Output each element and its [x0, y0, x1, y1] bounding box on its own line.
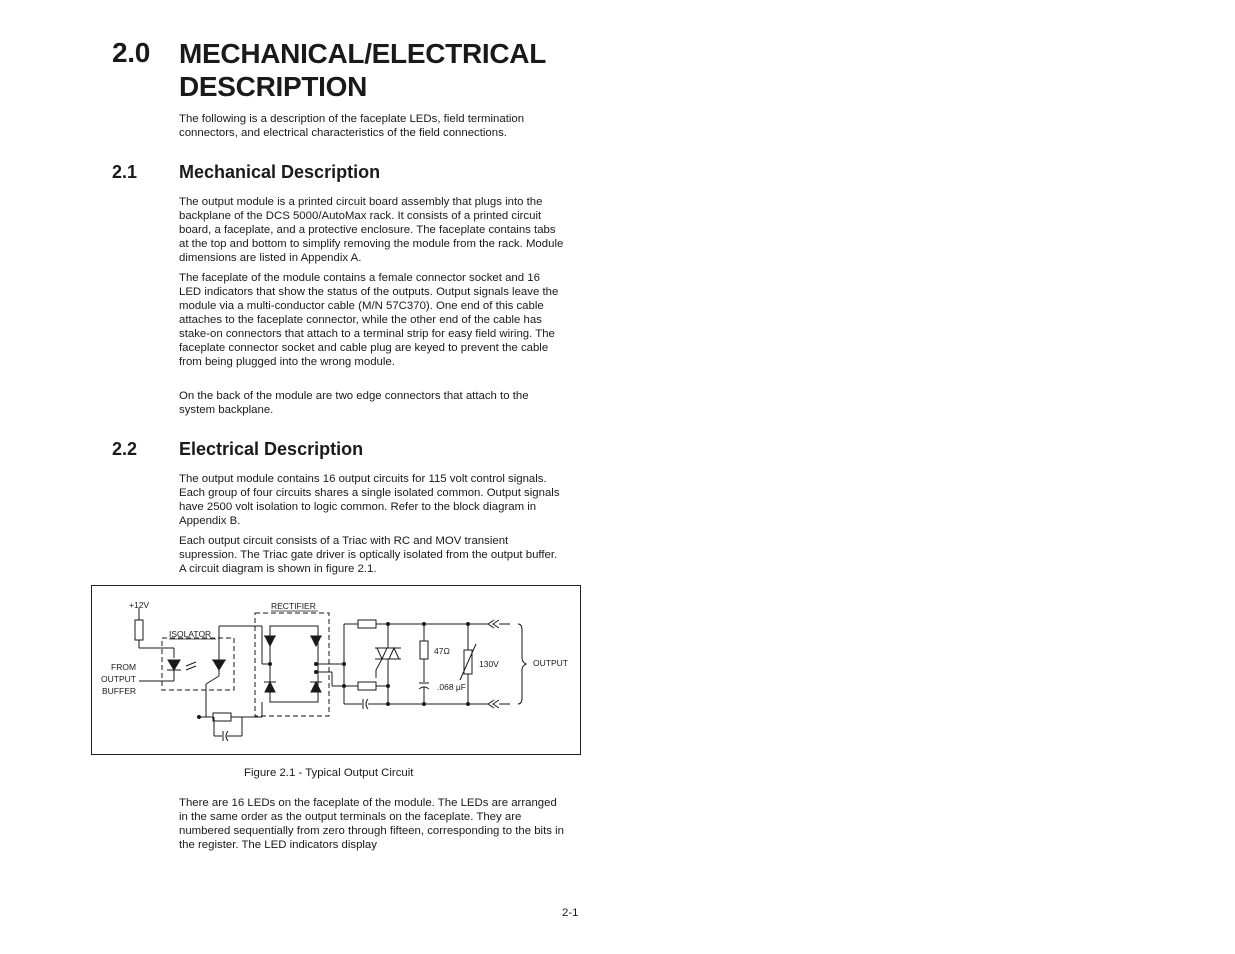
photo-device-symbol: [206, 626, 226, 717]
mechanical-paragraph-3: On the back of the module are two edge connectors that attach to the system backplane.: [179, 390, 529, 416]
label-from: FROM: [111, 662, 137, 672]
bridge-rectifier: [262, 626, 322, 702]
subsection-2-title: Electrical Description: [179, 439, 364, 459]
figure-caption: Figure 2.1 - Typical Output Circuit: [244, 767, 414, 779]
label-rectifier: RECTIFIER: [271, 601, 316, 611]
snubber-rc: [419, 623, 429, 706]
subsection-1-title: Mechanical Description: [179, 162, 381, 182]
label-130v: 130V: [479, 659, 499, 669]
circuit-diagram: [91, 585, 581, 755]
section-number: 2.0: [112, 37, 151, 68]
subsection-2-number: 2.2: [112, 439, 138, 459]
mechanical-paragraph-1: The output module is a printed circuit board assembly that plugs into the backplane of the DCS 5000/AutoMax rack. It consists of a printed circuit board, a faceplate, and a protective enclosure. The faceplate contains tabs at the top and bottom to simplify removing the module from the rack. Module dimensions are listed in Appendix A.: [179, 196, 564, 264]
page-number: 2-1: [562, 907, 579, 919]
mechanical-paragraph-2: The faceplate of the module contains a female connector socket and 16 LED indicators that show the status of the outputs. Output signals leave the module via a multi-conductor cable (M/N 57C370). One end of this cable attaches to the faceplate connector, while the other end of the cable has stake-on connectors that attach to a terminal strip for easy field wiring. The faceplate connector socket and cable plug are keyed to prevent the cable from being plugged into the wrong module.: [179, 272, 559, 368]
label-isolator: ISOLATOR: [169, 629, 212, 639]
label-47-ohm: 47Ω: [434, 646, 450, 656]
gate-circuit: [316, 620, 488, 709]
section-title: [179, 37, 599, 103]
label-output-word: OUTPUT: [101, 674, 136, 684]
label-buffer: BUFFER: [102, 686, 136, 696]
led-symbol: [139, 660, 196, 681]
mov-varistor: [460, 623, 476, 706]
led-paragraph: There are 16 LEDs on the faceplate of the module. The LEDs are arranged in the same order as the output terminals on the faceplate. They are numbered sequentially from zero through fifteen, corresponding to the bits in the register. The LED indicators display: [179, 797, 564, 851]
section-title-line-1: MECHANICAL/ELECTRICAL: [179, 38, 547, 69]
feedback-rc: [198, 702, 263, 741]
section-title-line-2: DESCRIPTION: [179, 71, 368, 102]
subsection-1-number: 2.1: [112, 162, 138, 182]
label-12v: +12V: [129, 600, 150, 610]
label-capacitor: .068 μF: [437, 682, 466, 692]
label-output: OUTPUT: [533, 658, 568, 668]
electrical-paragraph-2: Each output circuit consists of a Triac with RC and MOV transient supression. The Triac gate driver is optically isolated from the output buffer. A circuit diagram is shown in figure 2.1.: [179, 535, 558, 575]
section-intro: The following is a description of the faceplate LEDs, field termination connectors, and electrical characteristics of the field connections.: [179, 113, 525, 139]
electrical-paragraph-1: The output module contains 16 output circuits for 115 volt control signals. Each group of four circuits shares a single isolated common. Output signals have 2500 volt isolation to logic common. Refer to the block diagram in Appendix B.: [179, 473, 560, 527]
